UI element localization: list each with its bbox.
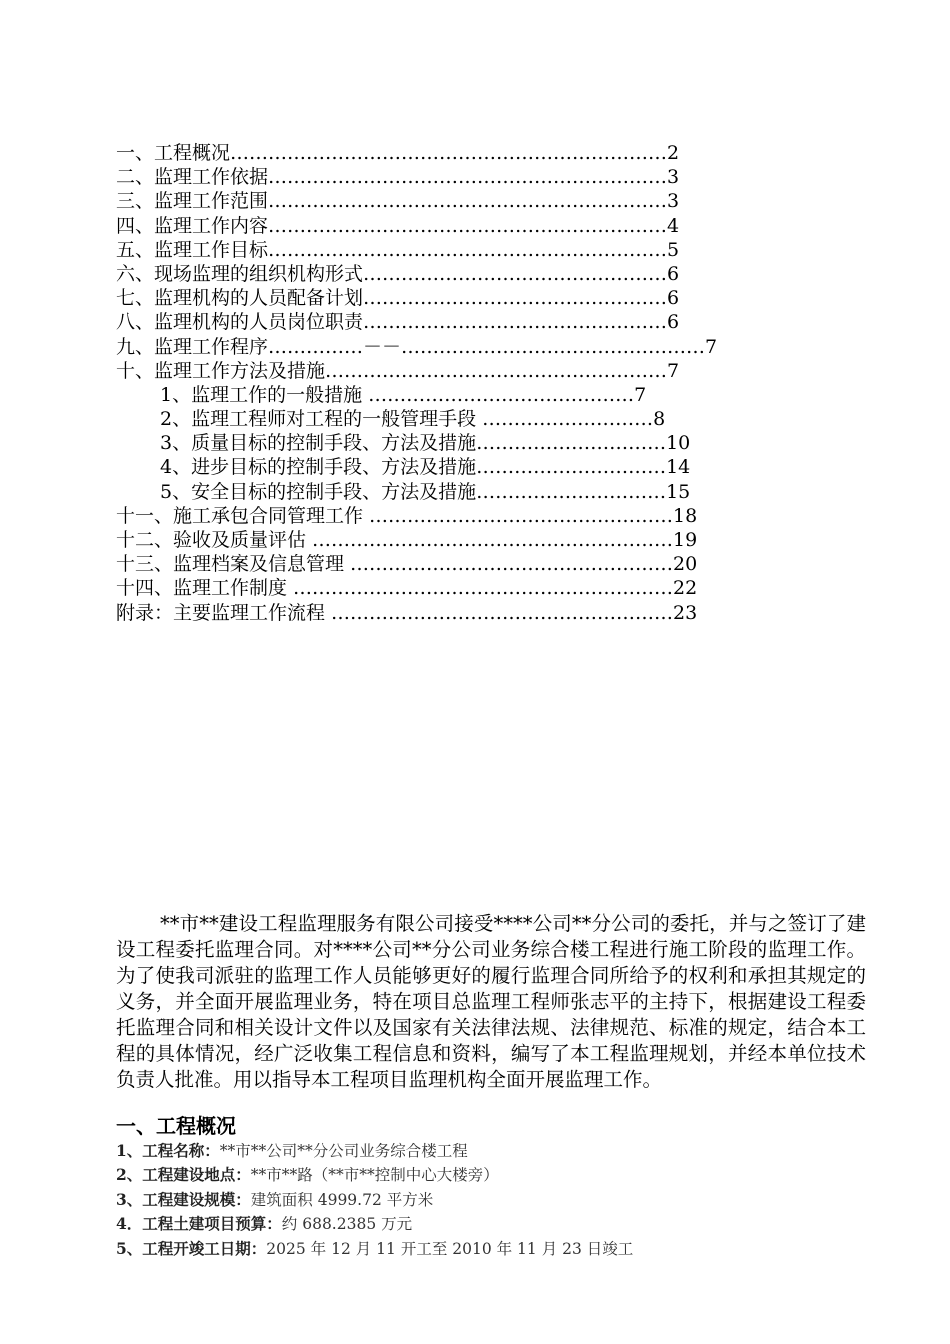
fact-label: 1、工程名称： [116, 1141, 220, 1160]
fact-value: 建筑面积 4999.72 平方米 [250, 1190, 434, 1209]
toc-entry[interactable] [116, 286, 836, 310]
toc-entry-text: 十二、验收及质量评估 …………………………………………………19 [116, 529, 698, 551]
toc-entry[interactable] [116, 601, 836, 625]
fact-label: 5、工程开竣工日期： [116, 1238, 267, 1258]
toc-entry-text: 二、监理工作依据………………………………………………………3 [116, 166, 680, 189]
toc-entry[interactable] [116, 141, 836, 165]
toc-entry[interactable] [116, 504, 836, 528]
toc-entry[interactable] [116, 310, 836, 334]
toc-entry-text: 五、监理工作目标………………………………………………………5 [116, 238, 680, 261]
toc-entry-text: 十一、施工承包合同管理工作 …………………………………………18 [116, 504, 698, 527]
toc-entry[interactable] [116, 576, 836, 600]
toc-subentry[interactable] [116, 407, 836, 431]
section-heading: 一、工程概况 [116, 1114, 236, 1138]
toc-subentry[interactable] [116, 480, 836, 504]
toc-entry-text: 六、现场监理的组织机构形式…………………………………………6 [116, 262, 680, 285]
toc-entry-text: 一、工程概况……………………………………………………………2 [116, 142, 680, 164]
fact-value: **市**公司**分公司业务综合楼工程 [219, 1142, 468, 1160]
toc-entry[interactable] [116, 214, 836, 238]
toc-entry-text: 四、监理工作内容………………………………………………………4 [116, 214, 680, 237]
toc-entry-text: 十三、监理档案及信息管理 ……………………………………………20 [116, 553, 698, 576]
toc-entry-text: 十、监理工作方法及措施………………………………………………7 [116, 359, 680, 382]
toc-subentry[interactable] [116, 431, 836, 455]
toc-entry-text: 5、安全目标的控制手段、方法及措施…………………………15 [160, 480, 691, 503]
fact-value: 2025 年 12 月 11 开工至 2010 年 11 月 23 日竣工 [266, 1239, 634, 1258]
toc-entry-text: 附录：主要监理工作流程 ………………………………………………23 [116, 601, 698, 624]
toc-entry-text: 1、监理工作的一般措施 ……………………………………7 [160, 383, 647, 406]
toc-entry-text: 2、监理工程师对工程的一般管理手段 ………………………8 [160, 408, 666, 431]
intro-paragraph: **市**建设工程监理服务有限公司接受****公司**分公司的委托，并与之签订了建设工程委托监理合同。对****公司**分公司业务综合楼工程进行施工阶段的监理工作。为了使我司派驻的监理工作人员能够更好的履行监理合同所给予的权利和承担其规定的义务，并全面开展监理业务，特在项目总监理工程师张志平的主持下，根据建设工程委托监理合同和相关设计文件以及国家有关法律法规、法律规范、标准的规定，结合本工程的具体情况，经广泛收集工程信息和资料，编写了本工程监理规划，并经本单位技术负责人批准。用以指导本工程项目监理机构全面开展监理工作。 [116, 912, 866, 1091]
toc-entry[interactable] [116, 238, 836, 262]
toc-entry[interactable] [116, 335, 836, 359]
toc-entry-text: 三、监理工作范围………………………………………………………3 [116, 190, 680, 213]
fact-label: 3、工程建设规模： [116, 1189, 251, 1209]
toc-entry-text: 八、监理机构的人员岗位职责…………………………………………6 [116, 311, 680, 334]
toc-entry[interactable] [116, 262, 836, 286]
fact-label: 4．工程土建项目预算： [116, 1214, 282, 1234]
project-facts-list [116, 1139, 876, 1261]
toc-entry[interactable] [116, 552, 836, 576]
toc-entry-text: 十四、监理工作制度 ……………………………………………………22 [116, 577, 698, 600]
toc-entry-text: 七、监理机构的人员配备计划…………………………………………6 [116, 287, 680, 310]
toc-entry[interactable] [116, 528, 836, 552]
toc-entry[interactable] [116, 359, 836, 383]
toc-entry-text: 4、进步目标的控制手段、方法及措施…………………………14 [160, 456, 691, 479]
fact-location [116, 1163, 876, 1187]
toc-subentry[interactable] [116, 455, 836, 479]
toc-entry[interactable] [116, 189, 836, 213]
fact-value: **市**路（**市**控制中心大楼旁） [250, 1166, 499, 1185]
toc-entry[interactable] [116, 165, 836, 189]
fact-label: 2、工程建设地点： [116, 1165, 251, 1185]
toc-entry-text: 九、监理工作程序……………－－…………………………………………7 [116, 335, 718, 358]
toc-subentry[interactable] [116, 383, 836, 407]
table-of-contents [116, 141, 836, 625]
fact-scale [116, 1188, 876, 1212]
toc-entry-text: 3、质量目标的控制手段、方法及措施…………………………10 [160, 432, 691, 455]
fact-budget [116, 1212, 876, 1236]
fact-schedule [116, 1237, 876, 1261]
fact-value: 约 688.2385 万元 [281, 1215, 413, 1234]
intro-section [116, 911, 866, 1093]
fact-project-name [116, 1139, 876, 1163]
